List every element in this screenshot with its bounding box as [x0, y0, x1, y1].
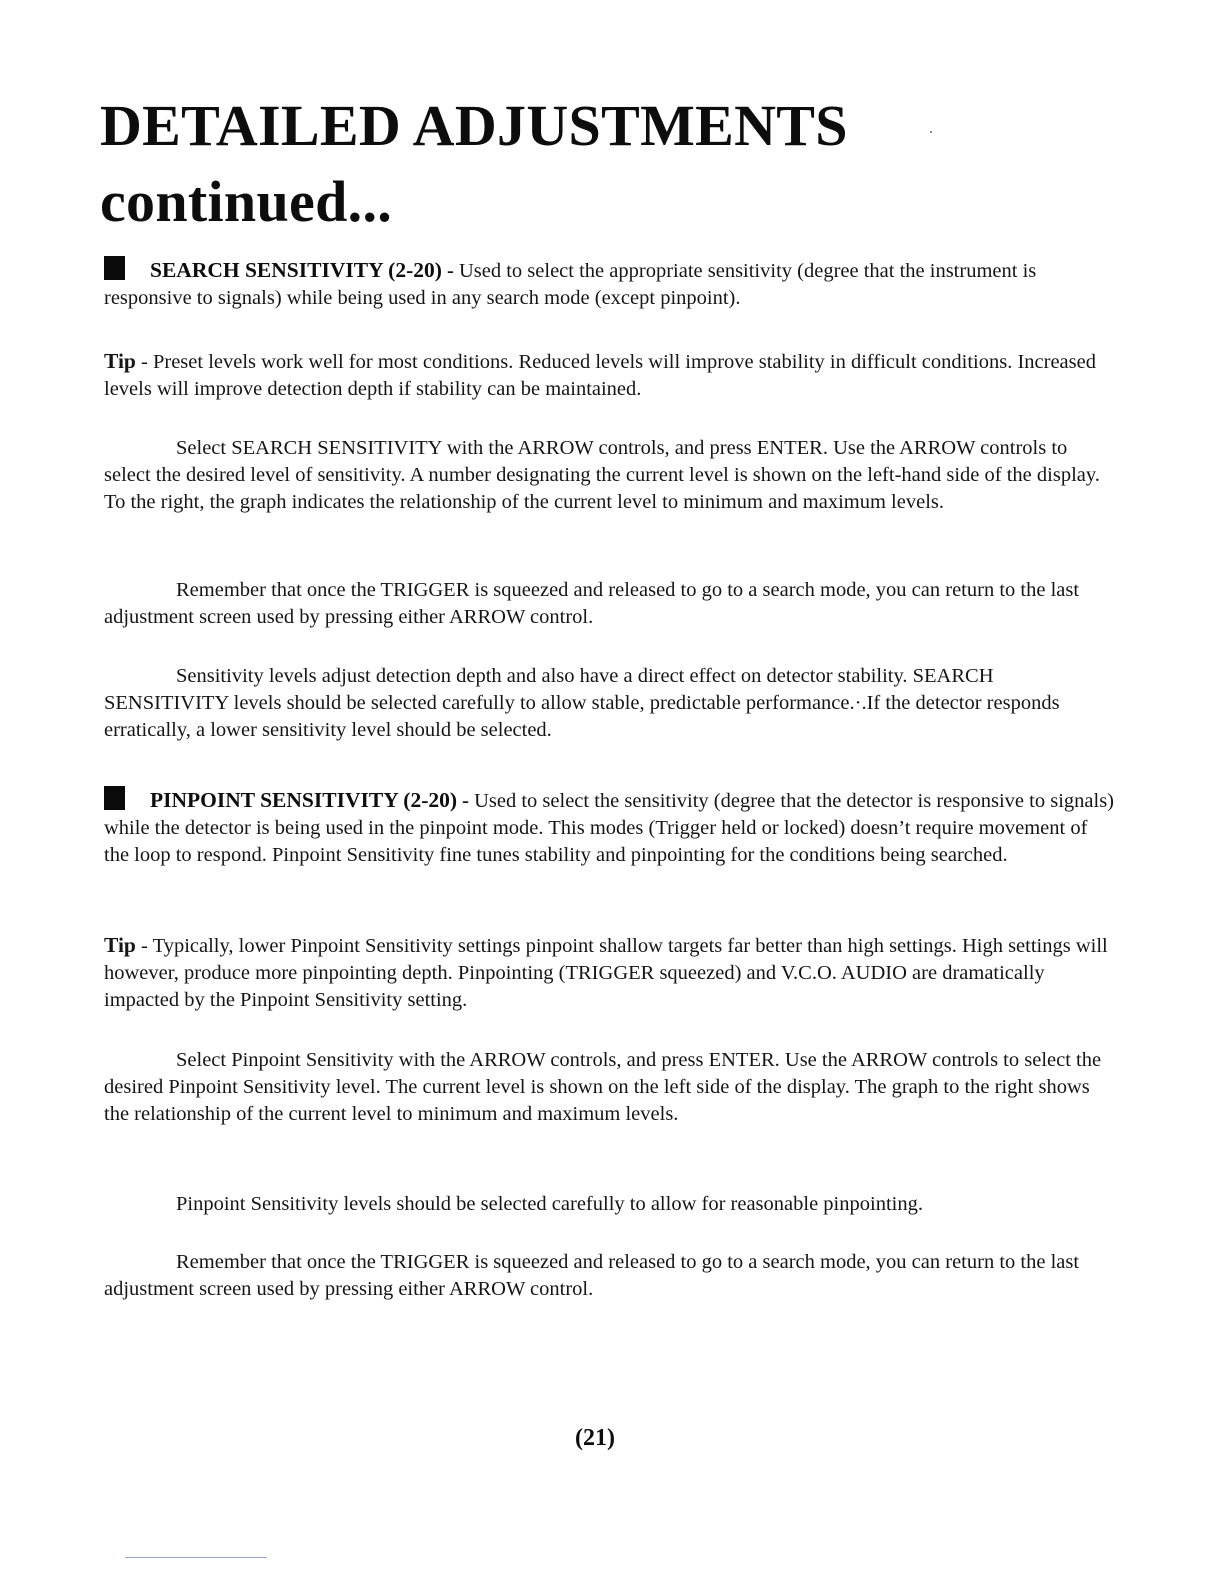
pinpoint-sensitivity-description: Used to select the sensitivity (degree that the detector is responsive to signals) while the detector is being used in the pinpoint mode. This modes (Trigger held or locked) doesn’t require movement of the loop to respond. Pinpoint Sensitivity fine tunes stability and pinpointing for the conditions being searched.	[104, 790, 1114, 866]
pinpoint-sensitivity-heading: PINPOINT SENSITIVITY (2-20)	[150, 788, 458, 812]
search-sensitivity-note: Sensitivity levels adjust detection depth and also have a direct effect on detector stability. SEARCH SENSITIVITY levels should be selected carefully to allow stable, predictable performance.·.If the detector responds erratically, a lower sensitivity level should be selected.	[104, 665, 1060, 741]
page-number: (21)	[575, 1425, 615, 1451]
pinpoint-sensitivity-reminder: Remember that once the TRIGGER is squeezed and released to go to a search mode, you can return to the last adjustment screen used by pressing either ARROW control.	[104, 1251, 1080, 1300]
tip-label: Tip	[104, 933, 136, 957]
pinpoint-sensitivity-note: Pinpoint Sensitivity levels should be selected carefully to allow for reasonable pinpointing.	[176, 1193, 923, 1215]
page-title-line-1: DETAILED ADJUSTMENTS	[100, 93, 848, 158]
square-bullet-icon	[104, 786, 125, 810]
tip-text: - Preset levels work well for most conditions. Reduced levels will improve stability in difficult conditions. Increased levels will improve detection depth if stability can be maintained.	[104, 351, 1096, 400]
tip-label: Tip	[104, 349, 136, 373]
search-sensitivity-tip	[104, 348, 1116, 403]
search-sensitivity-separator: -	[441, 260, 459, 282]
pinpoint-sensitivity-separator: -	[457, 790, 475, 812]
search-sensitivity-reminder: Remember that once the TRIGGER is squeezed and released to go to a search mode, you can return to the last adjustment screen used by pressing either ARROW control.	[104, 579, 1080, 628]
page-title-line-2: continued...	[100, 169, 393, 234]
pinpoint-sensitivity-definition	[104, 786, 1116, 869]
pinpoint-sensitivity-instructions: Select Pinpoint Sensitivity with the ARROW controls, and press ENTER. Use the ARROW controls to select the desired Pinpoint Sensitivity level. The current level is shown on the left side of the display. The graph to the right shows the relationship of the current level to minimum and maximum levels.	[104, 1049, 1102, 1125]
scan-speck	[930, 131, 932, 133]
search-sensitivity-description: Used to select the appropriate sensitivity (degree that the instrument is responsive to signals) while being used in any search mode (except pinpoint).	[104, 260, 1037, 309]
page-title	[100, 88, 848, 240]
pinpoint-sensitivity-tip	[104, 932, 1116, 1014]
scan-artifact-line	[125, 1557, 267, 1558]
square-bullet-icon	[104, 256, 125, 280]
search-sensitivity-instructions: Select SEARCH SENSITIVITY with the ARROW controls, and press ENTER. Use the ARROW controls to select the desired level of sensitivity. A number designating the current level is shown on the left-hand side of the display. To the right, the graph indicates the relationship of the current level to minimum and maximum levels.	[104, 437, 1100, 513]
search-sensitivity-heading: SEARCH SENSITIVITY (2-20)	[150, 258, 442, 282]
search-sensitivity-definition	[104, 256, 1116, 312]
tip-text: - Typically, lower Pinpoint Sensitivity settings pinpoint shallow targets far better than high settings. High settings will however, produce more pinpointing depth. Pinpointing (TRIGGER squeezed) and V.C.O. AUDIO are dramatically impacted by the Pinpoint Sensitivity setting.	[104, 935, 1108, 1011]
